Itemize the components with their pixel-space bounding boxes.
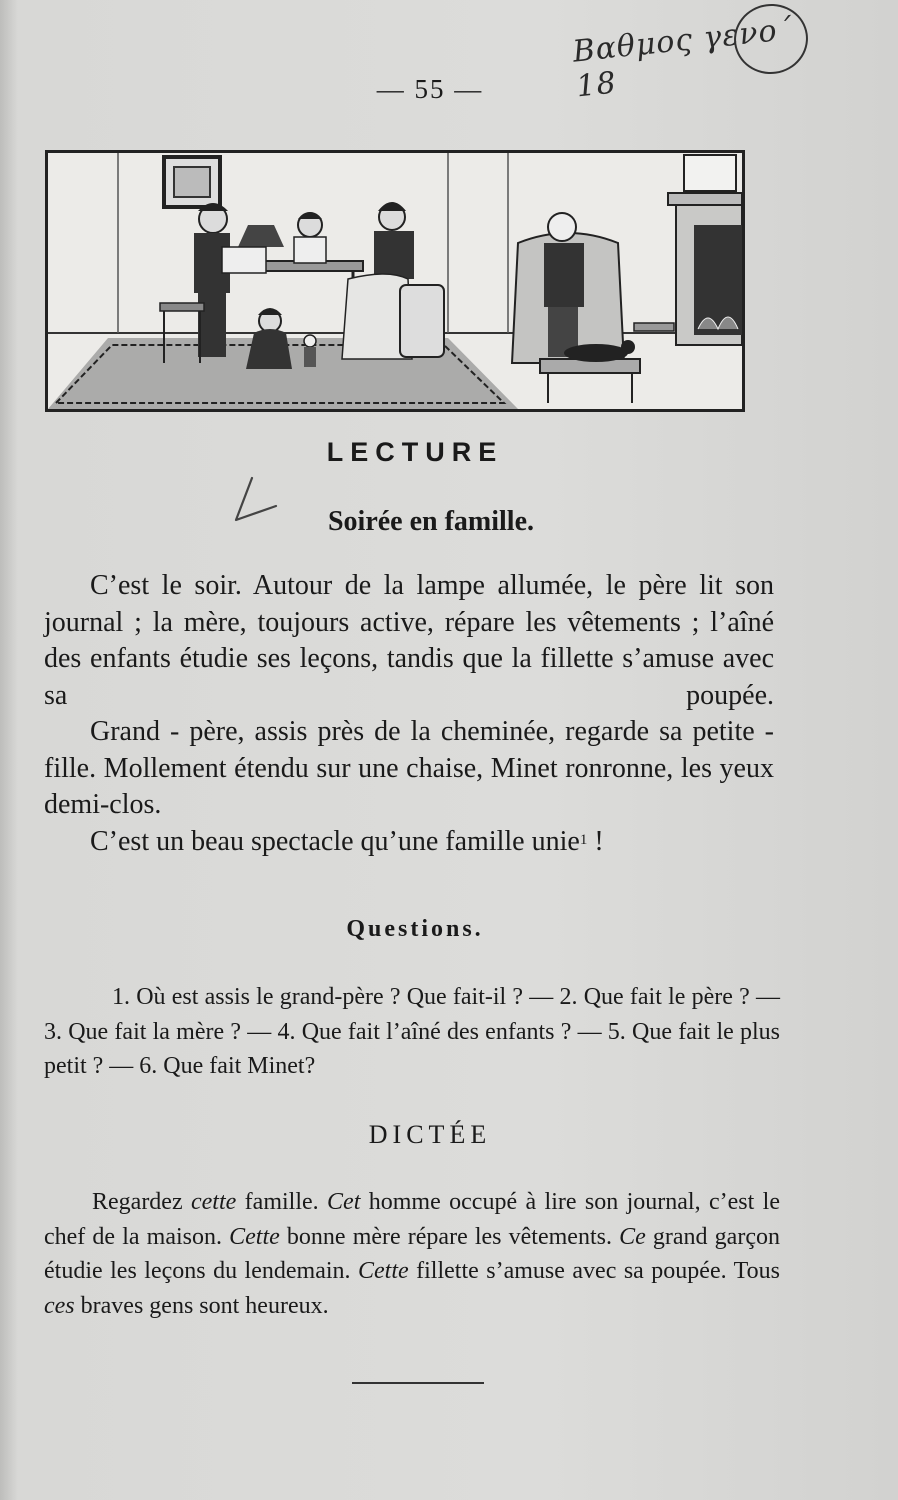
reading-paragraph-3: C’est un beau spectacle qu’une famille unie$^1$ ! <box>90 825 604 857</box>
dictee-paragraph: Regardez cette famille. Cet homme occupé à lire son journal, c’est le chef de la maison. Cette bonne mère répare les vêtements. Ce grand garçon étudie les leçons du lendemain. Cette fillette s’amuse avec sa poupée. Tous ces braves gens sont heureux. <box>44 1189 781 1319</box>
questions-heading: Questions. <box>346 916 484 942</box>
illustration-drawing <box>48 153 742 409</box>
dictee-text <box>44 1185 780 1323</box>
reading-paragraph-2: Grand - père, assis près de la cheminée, regarde sa petite - fille. Mollement étendu sur une chaise, Minet ronronne, les yeux demi-clos. <box>44 716 774 820</box>
dictee-heading: DICTÉE <box>368 1120 492 1149</box>
questions-list: 1. Où est assis le grand-père ? Que fait-il ? — 2. Que fait le père ? — 3. Que fait la mère ? — 4. Que fait l’aîné des enfants ? — 5. Que fait le plus petit ? — 6. Que fait Minet? <box>44 984 780 1079</box>
reading-text <box>44 568 774 860</box>
handwritten-grade-note: Βαθμος γενο΄ 18 <box>566 4 816 80</box>
page-number: — 55 — <box>376 74 484 104</box>
footnote-mark: 1 <box>579 831 588 848</box>
reading-title: Soirée en famille. <box>327 506 535 537</box>
end-divider <box>352 1382 484 1384</box>
reading-paragraph-1: C’est le soir. Autour de la lampe allumée, le père lit son journal ; la mère, toujours active, répare les vêtements ; l’aîné des enfants étudie ses leçons, tandis que la fillette s’amuse avec sa poupée. <box>44 570 774 711</box>
family-evening-illustration <box>45 150 745 412</box>
questions-text <box>44 980 780 1084</box>
lecture-heading: LECTURE <box>326 437 504 467</box>
